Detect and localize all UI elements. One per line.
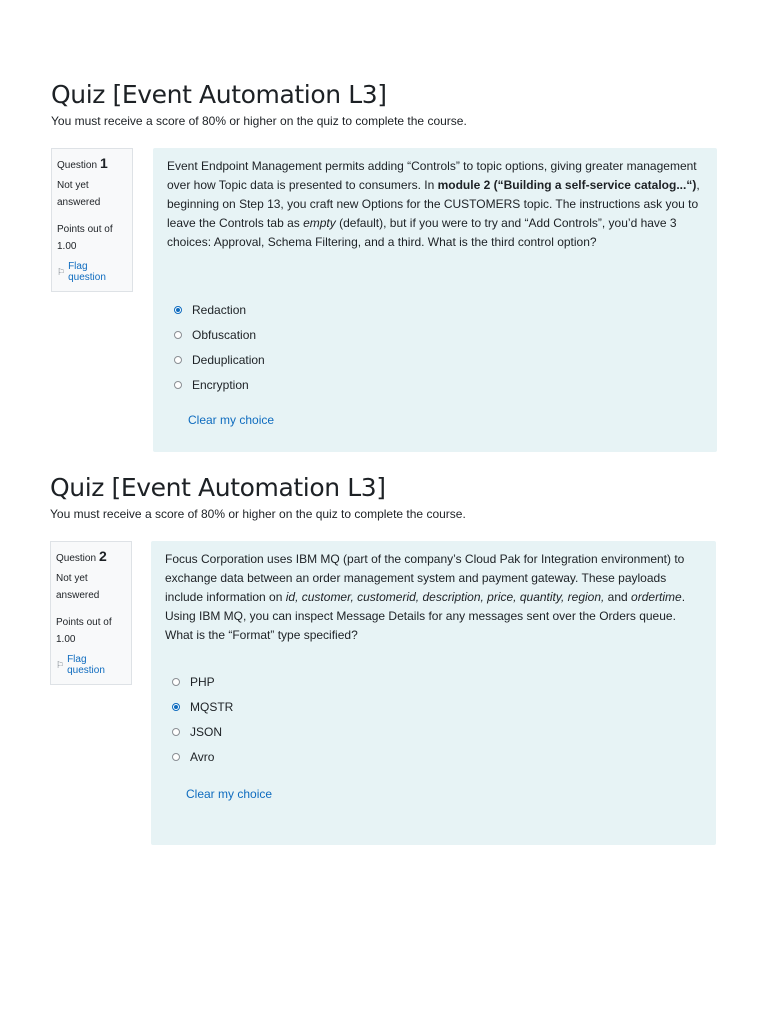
radio-button[interactable] bbox=[174, 381, 182, 389]
answer-options bbox=[172, 669, 233, 769]
radio-button[interactable] bbox=[174, 356, 182, 364]
flag-icon: ⚐ bbox=[57, 266, 66, 277]
question-text: Event Endpoint Management permits adding “Controls” to topic options, giving greater management over how Topic data is presented to consumers. In module 2 (“Building a self-service catalog...“), beginning on Step 13, you craft new Options for the CUSTOMERS topic. The instructions ask you to leave the Controls tab as empty (default), but if you were to try and “Add Controls”, you’d have 3 choices: Approval, Schema Filtering, and a third. What is the third control option? bbox=[167, 159, 700, 249]
clear-choice-link[interactable]: Clear my choice bbox=[188, 413, 275, 427]
answer-options bbox=[174, 297, 265, 397]
question-info-box bbox=[50, 541, 132, 685]
page-title: Quiz [Event Automation L3] bbox=[51, 80, 387, 109]
question-content bbox=[153, 148, 717, 452]
answer-option[interactable]: Avro bbox=[172, 744, 233, 769]
page-subtitle: You must receive a score of 80% or higher on the quiz to complete the course. bbox=[51, 114, 467, 128]
answer-option[interactable]: Obfuscation bbox=[174, 322, 265, 347]
clear-choice-link[interactable]: Clear my choice bbox=[186, 787, 273, 801]
flag-question-link[interactable]: ⚐ Flag question bbox=[56, 654, 105, 676]
question-info-box bbox=[51, 148, 133, 292]
radio-button-selected[interactable] bbox=[172, 703, 180, 711]
question-number: Question 2 bbox=[56, 548, 107, 564]
radio-button[interactable] bbox=[172, 678, 180, 686]
radio-button[interactable] bbox=[172, 753, 180, 761]
answer-option[interactable]: Deduplication bbox=[174, 347, 265, 372]
radio-button-selected[interactable] bbox=[174, 306, 182, 314]
question-status: Not yet answered bbox=[56, 573, 100, 601]
question-number: Question 1 bbox=[57, 155, 108, 171]
answer-option[interactable]: MQSTR bbox=[172, 694, 233, 719]
question-text: Focus Corporation uses IBM MQ (part of the company’s Cloud Pak for Integration environment) to exchange data between an order management system and payment gateway. These payloads include information on id, customer, customerid, description, price, quantity, region, and ordertime. Using IBM MQ, you can inspect Message Details for any messages sent over the Orders queue. What is the “Format” type specified? bbox=[165, 552, 686, 642]
question-points: Points out of 1.00 bbox=[57, 224, 113, 252]
question-points: Points out of 1.00 bbox=[56, 617, 112, 645]
radio-button[interactable] bbox=[174, 331, 182, 339]
question-content bbox=[151, 541, 716, 845]
answer-option[interactable]: JSON bbox=[172, 719, 233, 744]
answer-option[interactable]: PHP bbox=[172, 669, 233, 694]
page-title: Quiz [Event Automation L3] bbox=[50, 473, 386, 502]
question-status: Not yet answered bbox=[57, 180, 101, 208]
flag-icon: ⚐ bbox=[56, 659, 65, 670]
answer-option[interactable]: Redaction bbox=[174, 297, 265, 322]
radio-button[interactable] bbox=[172, 728, 180, 736]
page-subtitle: You must receive a score of 80% or higher on the quiz to complete the course. bbox=[50, 507, 466, 521]
answer-option[interactable]: Encryption bbox=[174, 372, 265, 397]
flag-question-link[interactable]: ⚐ Flag question bbox=[57, 261, 106, 283]
